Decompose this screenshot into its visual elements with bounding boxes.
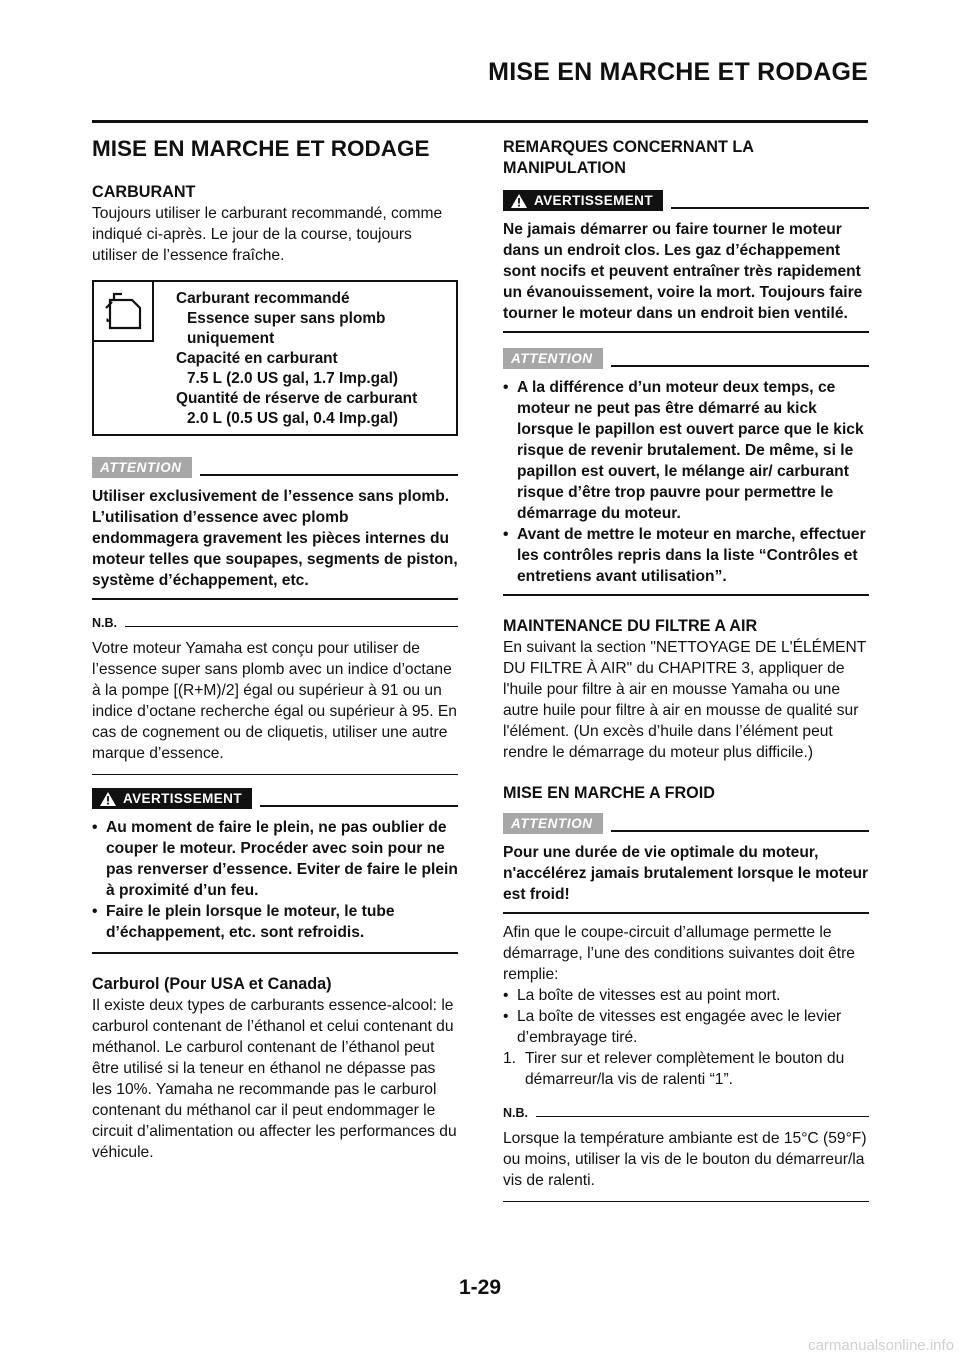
fuel-can-icon [94,282,154,342]
warning-label: AVERTISSEMENT [534,193,653,208]
fuel-capacity-value: 7.5 L (2.0 US gal, 1.7 Imp.gal) [187,370,398,387]
warning-text: Ne jamais démarrer ou faire tourner le moteur dans un endroit clos. Les gaz d’échappement sont nocifs et peuvent entraîner très rapidement un évanouissement, voire la mort. Toujours faire tourner le moteur dans un endroit bien ventilé. [503,221,863,322]
warning-badge [503,190,663,211]
attention-header [503,812,869,834]
attention-text: Utiliser exclusivement de l’essence sans plomb. L’utilisation d’essence avec plomb endommagera gravement les pièces internes du moteur telles que soupapes, segments de piston, système d’échappement, etc. [92,488,458,589]
list-item: • A la différence d’un moteur deux temps, ce moteur ne peut pas être démarré au kick lorsque le papillon est ouvert parce que le kick risque de revenir brutalement. De même, si le papillon est ouvert, le mélange air/ carburant risque d’être trop pauvre pour permettre le démarrage du moteur. [503,377,869,524]
fuel-capacity-label: Capacité en carburant [176,350,338,367]
watermark: carmanualsonline.info [808,1337,954,1354]
section-heading-air-filter: MAINTENANCE DU FILTRE A AIR [503,617,758,635]
page-number: 1-29 [458,1276,502,1299]
warning-header [503,189,869,211]
recommended-fuel-value: Essence super sans plomb uniquement [187,310,386,347]
reserve-fuel-label: Quantité de réserve de carburant [176,390,418,407]
step-number: 1. [503,1050,517,1067]
list-item: • Avant de mettre le moteur en marche, effectuer les contrôles repris dans la liste “Contrôles et entretiens avant utilisation”. [503,524,869,587]
air-filter-text: En suivant la section "NETTOYAGE DE L'ÉLÉMENT DU FILTRE À AIR" du CHAPITRE 3, appliquer de l'huile pour filtre à air en mousse Yamaha ou une autre huile pour filtre à air en mousse de qualité sur l'élément. (Un excès d’huile dans l’élément peut rendre le démarrage du moteur plus difficile.) [503,639,866,761]
section-heading-handling: REMARQUES CONCERNANT LA MANIPULATION [503,138,754,177]
attention-badge: ATTENTION [503,813,603,834]
cold-start-intro: Afin que le coupe-circuit d’allumage permette le démarrage, l’une des conditions suivantes doit être remplie: [503,924,855,983]
nb-end-rule [92,774,458,775]
attention-text: Pour une durée de vie optimale du moteur, n'accélérez jamais brutalement lorsque le moteur est froid! [503,844,869,903]
reserve-fuel-value: 2.0 L (0.5 US gal, 0.4 Imp.gal) [187,410,398,427]
nb-end-rule [503,1201,869,1202]
recommended-fuel-label: Carburant recommandé [176,290,350,307]
list-item [503,1048,869,1090]
nb-label: N.B. [503,1106,528,1120]
section-heading-carburol: Carburol (Pour USA et Canada) [92,975,332,993]
nb-header [503,1102,869,1120]
attention-end-rule [92,598,458,600]
cold-start-conditions [503,985,869,1048]
nb-text: Lorsque la température ambiante est de 15°C (59°F) ou moins, utiliser la vis de le bouton du démarreur/la vis de ralenti. [503,1130,867,1189]
left-column [92,134,458,1163]
warning-end-rule [503,331,869,333]
section-heading-cold-start: MISE EN MARCHE A FROID [503,784,715,802]
right-column [503,134,869,1202]
section-heading-carburant: CARBURANT [92,183,196,201]
cold-start-steps [503,1048,869,1090]
carburant-text: Toujours utiliser le carburant recommandé, comme indiqué ci-après. Le jour de la course, toujours utiliser de l’essence fraîche. [92,205,443,264]
list-item: • La boîte de vitesses est engagée avec le levier d’embrayage tiré. [503,1006,869,1048]
fuel-spec-text [154,282,417,434]
warning-header [92,787,458,809]
warning-list [92,817,458,943]
list-item: • Faire le plein lorsque le moteur, le tube d’échappement, etc. sont refroidis. [92,901,458,943]
attention-badge: ATTENTION [503,348,603,369]
nb-label: N.B. [92,616,117,630]
list-item: • La boîte de vitesses est au point mort. [503,985,869,1006]
attention-list [503,377,869,587]
running-header-title: MISE EN MARCHE ET RODAGE [488,58,868,86]
warning-label: AVERTISSEMENT [123,791,242,806]
page-title: MISE EN MARCHE ET RODAGE [92,136,430,161]
nb-text: Votre moteur Yamaha est conçu pour utiliser de l’essence super sans plomb avec un indice d’octane à la pompe [(R+M)/2] égal ou supérieur à 91 ou un indice d’octane recherche égal ou supérieur à 95. En cas de cognement ou de cliquetis, utiliser une autre marque d’essence. [92,640,457,762]
warning-triangle-icon [100,792,116,806]
attention-header [503,347,869,369]
fuel-spec-box [92,280,458,436]
warning-badge [92,788,252,809]
carburol-text: Il existe deux types de carburants essence-alcool: le carburol contenant de l’éthanol et celui contenant du méthanol. Le carburol contenant de l’éthanol peut être utilisé si la teneur en éthanol ne dépasse pas les 10%. Yamaha ne recommande pas le carburol contenant du méthanol car il peut endommager le circuit d’alimentation ou affecter les performances du véhicule. [92,997,457,1161]
attention-badge: ATTENTION [92,457,192,478]
warning-triangle-icon [511,194,527,208]
list-item: • Au moment de faire le plein, ne pas oublier de couper le moteur. Procéder avec soin pour ne pas renverser d’essence. Eviter de faire le plein à proximité d’un feu. [92,817,458,901]
step-text: Tirer sur et relever complètement le bouton du démarreur/la vis de ralenti “1”. [525,1050,845,1088]
header-rule [92,120,868,123]
attention-header [92,456,458,478]
nb-header [92,612,458,630]
